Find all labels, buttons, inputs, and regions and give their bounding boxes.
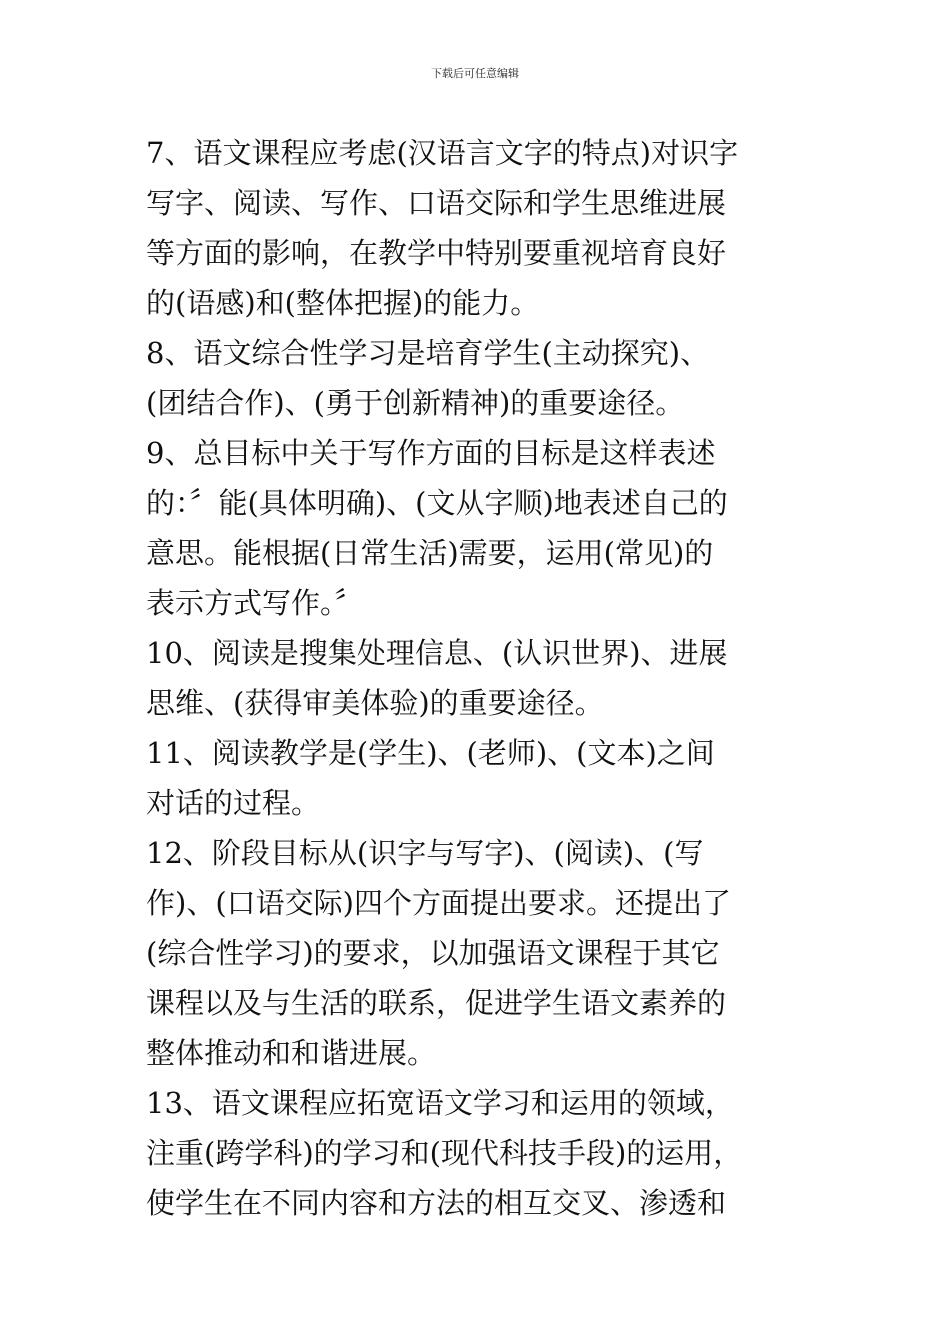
text-line: 意思。能根据(日常生活)需要，运用(常见)的: [146, 536, 714, 570]
text-line: 10、阅读是搜集处理信息、(认识世界)、进展: [146, 636, 728, 670]
text-line: (团结合作)、(勇于创新精神)的重要途径。: [146, 386, 685, 420]
text-line: 使学生在不同内容和方法的相互交叉、渗透和: [146, 1186, 727, 1220]
text-line: 8、语文综合性学习是培育学生(主动探究)、: [146, 336, 710, 370]
text-line: 整体推动和和谐进展。: [146, 1036, 437, 1070]
text-line: 13、语文课程应拓宽语文学习和运用的领域，: [146, 1086, 734, 1120]
text-line: 等方面的影响，在教学中特别要重视培育良好: [146, 236, 727, 270]
text-line: 12、阶段目标从(识字与写字)、(阅读)、(写: [146, 836, 704, 870]
text-line: 课程以及与生活的联系，促进学生语文素养的: [146, 986, 727, 1020]
page-header: 下载后可任意编辑: [431, 67, 519, 80]
document-body: [146, 128, 811, 1228]
text-line: 的：〞能(具体明确)、(文从字顺)地表述自己的: [146, 486, 728, 520]
text-line: 表示方式写作。〞: [146, 586, 364, 620]
text-line: 写字、阅读、写作、口语交际和学生思维进展: [146, 186, 727, 220]
text-line: 注重(跨学科)的学习和(现代科技手段)的运用，: [146, 1136, 743, 1170]
text-line: 9、总目标中关于写作方面的目标是这样表述: [146, 436, 716, 470]
text-line: (综合性学习)的要求，以加强语文课程于其它: [146, 936, 720, 970]
text-line: 对话的过程。: [146, 786, 321, 820]
text-line: 思维、(获得审美体验)的重要途径。: [146, 686, 604, 720]
text-line: 7、语文课程应考虑(汉语言文字的特点)对识字: [146, 136, 739, 170]
text-line: 的(语感)和(整体把握)的能力。: [146, 286, 540, 320]
text-line: 作)、(口语交际)四个方面提出要求。还提出了: [146, 886, 731, 920]
text-line: 11、阅读教学是(学生)、(老师)、(文本)之间: [146, 736, 715, 770]
